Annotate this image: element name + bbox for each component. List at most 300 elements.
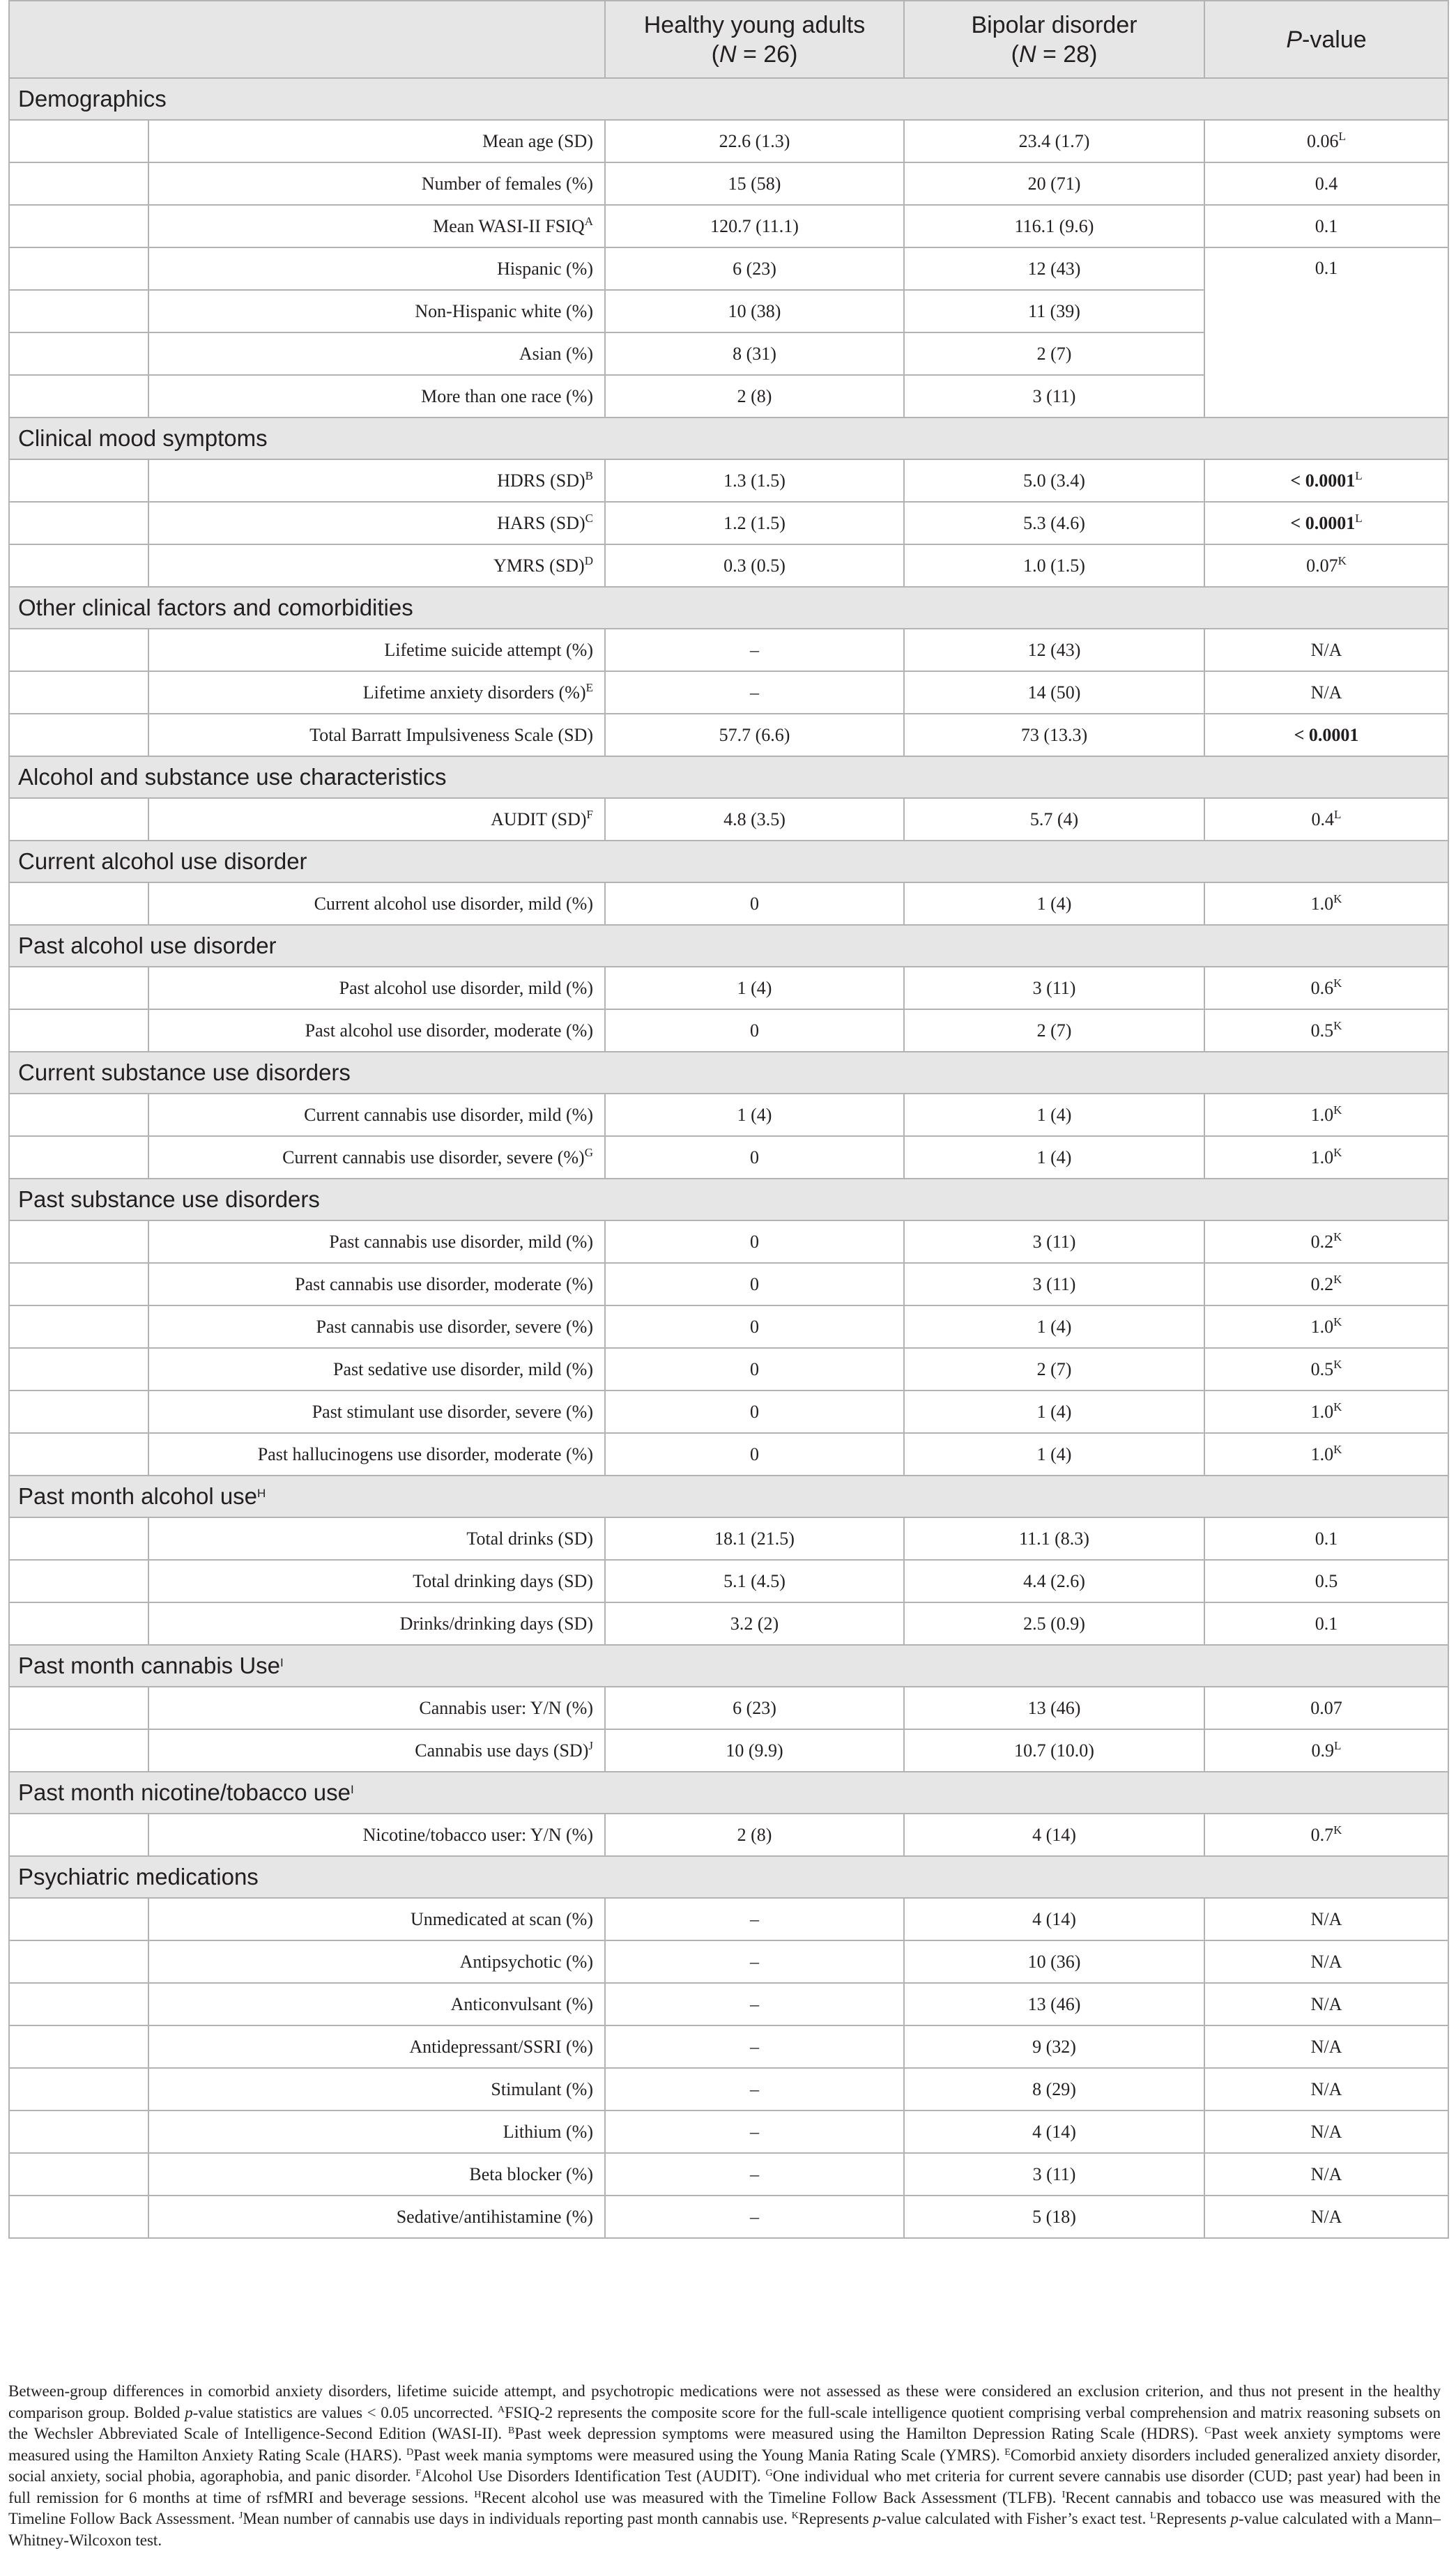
row-label-text: Current cannabis use disorder, mild (%) (304, 1104, 593, 1125)
section-title-text: Clinical mood symptoms (18, 425, 268, 451)
section-title-text: Current alcohol use disorder (18, 848, 307, 874)
p-value-text: 0.5 (1310, 1358, 1334, 1379)
p-value-text: N/A (1310, 2078, 1342, 2099)
bipolar-value: 1 (4) (904, 1136, 1204, 1179)
row-label-text: Past alcohol use disorder, mild (%) (339, 977, 593, 998)
p-value-text: N/A (1310, 1951, 1342, 1972)
row-label (148, 1940, 605, 1983)
row-label (148, 1136, 605, 1179)
p-value-test-marker: K (1333, 1442, 1342, 1456)
healthy-value: 4.8 (3.5) (605, 798, 904, 841)
healthy-value: 1 (4) (605, 967, 904, 1009)
row-label (148, 2110, 605, 2153)
indent-cell (9, 2196, 148, 2238)
section-title (9, 587, 1448, 629)
p-value-text: 0.2 (1310, 1231, 1334, 1252)
table-row (9, 247, 1448, 290)
table-row (9, 882, 1448, 925)
row-label-text: Stimulant (%) (491, 2078, 593, 2099)
row-label (148, 671, 605, 714)
footnote-marker: K (791, 2511, 799, 2521)
row-label (148, 162, 605, 205)
section-title (9, 78, 1448, 120)
p-value (1204, 1009, 1448, 1052)
row-label-text: Total Barratt Impulsiveness Scale (SD) (309, 724, 593, 745)
p-value (1204, 1433, 1448, 1476)
section-title (9, 1772, 1448, 1814)
healthy-value: – (605, 1983, 904, 2025)
indent-cell (9, 2153, 148, 2196)
bipolar-value: 3 (11) (904, 967, 1204, 1009)
section-header-row (9, 1856, 1448, 1898)
indent-cell (9, 1729, 148, 1772)
row-label (148, 544, 605, 587)
p-value-text: N/A (1310, 1908, 1342, 1929)
section-title-footnote-marker: I (350, 1783, 354, 1796)
indent-cell (9, 1009, 148, 1052)
table-row (9, 459, 1448, 502)
p-value-text: < 0.0001 (1290, 512, 1356, 533)
section-header-row (9, 1645, 1448, 1687)
p-value-test-marker: K (1333, 891, 1342, 905)
healthy-value: 0 (605, 1348, 904, 1391)
row-label-text: Lifetime anxiety disorders (%) (362, 682, 586, 703)
bipolar-value: 73 (13.3) (904, 714, 1204, 756)
table-row (9, 544, 1448, 587)
row-label (148, 2153, 605, 2196)
section-title-text: Past substance use disorders (18, 1186, 320, 1212)
healthy-value: 1.3 (1.5) (605, 459, 904, 502)
indent-cell (9, 332, 148, 375)
indent-cell (9, 1433, 148, 1476)
indent-cell (9, 1983, 148, 2025)
row-label-text: Total drinks (SD) (466, 1528, 593, 1549)
table-row (9, 1263, 1448, 1305)
table-row (9, 714, 1448, 756)
section-title (9, 841, 1448, 882)
healthy-value: 10 (9.9) (605, 1729, 904, 1772)
section-header-row (9, 1052, 1448, 1094)
section-title (9, 1476, 1448, 1517)
row-label-text: AUDIT (SD) (491, 809, 587, 829)
bipolar-value: 9 (32) (904, 2025, 1204, 2068)
footnote-marker: F (415, 2468, 422, 2479)
row-label (148, 332, 605, 375)
bipolar-value: 12 (43) (904, 247, 1204, 290)
indent-cell (9, 1602, 148, 1645)
footnote-marker: I (1062, 2489, 1066, 2500)
footnote-text: Between-group differences in comorbid anxiety disorders, lifetime suicide attempt, and psychotropic medications were not assessed as these were considered an exclusion criterion, and thus not present in the healthy comparison group. Bolded (8, 2382, 1441, 2421)
row-label (148, 1263, 605, 1305)
footnote-text: Mean number of cannabis use days in individuals reporting past month cannabis use. (243, 2510, 792, 2527)
footnote-text: Comorbid anxiety disorders included generalized anxiety disorder, social anxiety, social phobia, agoraphobia, and panic disorder. (8, 2446, 1441, 2485)
indent-cell (9, 290, 148, 332)
healthy-value: 0 (605, 1136, 904, 1179)
section-title (9, 1645, 1448, 1687)
row-label (148, 1305, 605, 1348)
row-label-text: Number of females (%) (421, 173, 593, 194)
footnote-text: -value calculated with a Mann–Whitney-Wilcoxon test. (8, 2510, 1441, 2549)
header-blank-cell (9, 1, 605, 78)
row-label-text: Past alcohol use disorder, moderate (%) (305, 1020, 593, 1041)
healthy-value: 8 (31) (605, 332, 904, 375)
healthy-value: 2 (8) (605, 1814, 904, 1856)
indent-cell (9, 544, 148, 587)
indent-cell (9, 502, 148, 544)
footnote-text: Alcohol Use Disorders Identification Test (AUDIT). (421, 2467, 766, 2485)
section-header-row (9, 1179, 1448, 1220)
row-label (148, 459, 605, 502)
indent-cell (9, 375, 148, 417)
indent-cell (9, 2025, 148, 2068)
row-label (148, 2025, 605, 2068)
indent-cell (9, 714, 148, 756)
p-value (1204, 1094, 1448, 1136)
p-value-text: 1.0 (1310, 1443, 1334, 1464)
table-row (9, 1687, 1448, 1729)
table-row (9, 2196, 1448, 2238)
footnote-marker: E (1004, 2446, 1011, 2458)
p-value-text: N/A (1310, 2121, 1342, 2142)
row-label-text: Cannabis user: Y/N (%) (419, 1697, 593, 1718)
bipolar-value: 14 (50) (904, 671, 1204, 714)
p-value-text: 0.06 (1307, 130, 1339, 151)
footnote-text: Past week mania symptoms were measured using the Young Mania Rating Scale (YMRS). (413, 2446, 1005, 2464)
bipolar-value: 5 (18) (904, 2196, 1204, 2238)
table-row (9, 2025, 1448, 2068)
footnote-text: p (873, 2510, 882, 2527)
bipolar-value: 1 (4) (904, 1094, 1204, 1136)
indent-cell (9, 1940, 148, 1983)
row-label (148, 120, 605, 162)
section-header-row (9, 1476, 1448, 1517)
row-label-text: Drinks/drinking days (SD) (399, 1613, 593, 1634)
p-value (1204, 1391, 1448, 1433)
p-value (1204, 205, 1448, 247)
indent-cell (9, 671, 148, 714)
table-row (9, 502, 1448, 544)
row-label-text: Sedative/antihistamine (%) (396, 2206, 593, 2227)
p-value (1204, 247, 1448, 417)
bipolar-value: 20 (71) (904, 162, 1204, 205)
indent-cell (9, 1687, 148, 1729)
bipolar-value: 10.7 (10.0) (904, 1729, 1204, 1772)
row-label-text: YMRS (SD) (493, 555, 585, 576)
p-value-text: 1.0 (1310, 893, 1334, 914)
bipolar-value: 5.3 (4.6) (904, 502, 1204, 544)
header-bipolar-n: (N = 28) (1011, 40, 1098, 68)
table-row (9, 1898, 1448, 1940)
healthy-value: – (605, 2068, 904, 2110)
row-label (148, 1729, 605, 1772)
bipolar-value: 116.1 (9.6) (904, 205, 1204, 247)
p-value-text: 0.9 (1311, 1740, 1335, 1761)
table-row (9, 1009, 1448, 1052)
p-value (1204, 2068, 1448, 2110)
p-value-text: 0.1 (1315, 258, 1338, 278)
p-value-test-marker: K (1333, 976, 1342, 990)
healthy-value: 3.2 (2) (605, 1602, 904, 1645)
table-row (9, 798, 1448, 841)
footnote-marker: J (238, 2511, 243, 2521)
p-value-test-marker: K (1333, 1400, 1342, 1414)
section-title-footnote-marker: I (280, 1656, 284, 1669)
p-value-text: 1.0 (1310, 1104, 1334, 1125)
section-header-row (9, 925, 1448, 967)
p-value-test-marker: L (1334, 807, 1342, 821)
bipolar-value: 2 (7) (904, 1348, 1204, 1391)
section-title (9, 756, 1448, 798)
table-row (9, 1433, 1448, 1476)
p-value-text: 0.5 (1315, 1570, 1338, 1591)
healthy-value: 5.1 (4.5) (605, 1560, 904, 1602)
row-label-footnote-marker: E (585, 680, 593, 694)
row-label-text: Mean age (SD) (482, 130, 593, 151)
indent-cell (9, 247, 148, 290)
bipolar-value: 2 (7) (904, 1009, 1204, 1052)
row-label (148, 1094, 605, 1136)
row-label-text: Antipsychotic (%) (459, 1951, 593, 1972)
row-label-text: HARS (SD) (497, 512, 585, 533)
table-row (9, 120, 1448, 162)
row-label-footnote-marker: C (585, 511, 593, 525)
table-header-row (9, 1, 1448, 78)
section-title-text: Past month alcohol use (18, 1483, 258, 1509)
p-value-text: 0.1 (1315, 1613, 1338, 1634)
table-row (9, 967, 1448, 1009)
p-value-text: N/A (1310, 2206, 1342, 2227)
row-label-text: Past cannabis use disorder, mild (%) (329, 1231, 593, 1252)
row-label-text: Past hallucinogens use disorder, moderate (%) (257, 1443, 593, 1464)
section-title-footnote-marker: H (257, 1487, 266, 1500)
p-value-text: 0.5 (1310, 1020, 1334, 1041)
indent-cell (9, 459, 148, 502)
footnote-text: -value calculated with Fisher’s exact test. (881, 2510, 1151, 2527)
healthy-value: 0 (605, 1305, 904, 1348)
bipolar-value: 12 (43) (904, 629, 1204, 671)
header-p-rest: -value (1302, 26, 1367, 53)
row-label-text: Current alcohol use disorder, mild (%) (314, 893, 593, 914)
footnote-marker: G (765, 2468, 773, 2479)
header-p-italic: P (1286, 26, 1303, 53)
healthy-value: 0 (605, 1391, 904, 1433)
header-healthy (605, 1, 904, 78)
row-label-text: Anticonvulsant (%) (450, 1993, 593, 2014)
row-label-text: Asian (%) (519, 343, 593, 364)
table-container (8, 0, 1448, 2239)
row-label (148, 1687, 605, 1729)
bipolar-value: 13 (46) (904, 1687, 1204, 1729)
row-label (148, 375, 605, 417)
indent-cell (9, 2110, 148, 2153)
row-label (148, 1517, 605, 1560)
row-label (148, 502, 605, 544)
indent-cell (9, 1517, 148, 1560)
row-label-text: Beta blocker (%) (469, 2163, 593, 2184)
table-row (9, 1220, 1448, 1263)
p-value (1204, 459, 1448, 502)
section-title-text: Demographics (18, 86, 167, 112)
section-title-text: Past month nicotine/tobacco use (18, 1779, 351, 1805)
bipolar-value: 8 (29) (904, 2068, 1204, 2110)
p-value (1204, 1940, 1448, 1983)
footnote-text: Recent alcohol use was measured with the Timeline Follow Back Assessment (TLFB). (481, 2488, 1062, 2506)
row-label-text: Past stimulant use disorder, severe (%) (312, 1401, 593, 1422)
footnote-text: FSIQ-2 represents the composite score for the full-scale intelligence quotient comprising verbal comprehension and matrix reasoning subsets on the Wechsler Abbreviated Scale of Intelligence-Second Edition (WASI-II). (8, 2403, 1441, 2442)
row-label (148, 205, 605, 247)
healthy-value: 18.1 (21.5) (605, 1517, 904, 1560)
indent-cell (9, 205, 148, 247)
p-value-text: N/A (1310, 682, 1342, 703)
row-label-text: Mean WASI-II FSIQ (433, 215, 585, 236)
p-value-test-marker: K (1333, 1357, 1342, 1371)
p-value-text: 0.07 (1306, 555, 1338, 576)
healthy-value: 0.3 (0.5) (605, 544, 904, 587)
p-value (1204, 1687, 1448, 1729)
bipolar-value: 3 (11) (904, 1220, 1204, 1263)
section-header-row (9, 756, 1448, 798)
row-label-text: Non-Hispanic white (%) (415, 300, 593, 321)
p-value-test-marker: K (1333, 1229, 1342, 1243)
footnote-marker: B (508, 2426, 515, 2436)
bipolar-value: 3 (11) (904, 2153, 1204, 2196)
row-label-text: Cannabis use days (SD) (415, 1740, 589, 1761)
p-value (1204, 162, 1448, 205)
p-value (1204, 2025, 1448, 2068)
p-value-test-marker: K (1333, 1103, 1342, 1117)
p-value (1204, 1220, 1448, 1263)
footnote-text: p (1230, 2510, 1239, 2527)
row-label-footnote-marker: A (584, 214, 593, 228)
p-value-test-marker: K (1333, 1145, 1342, 1159)
healthy-value: 57.7 (6.6) (605, 714, 904, 756)
table-row (9, 162, 1448, 205)
indent-cell (9, 2068, 148, 2110)
table-row (9, 1602, 1448, 1645)
p-value (1204, 1602, 1448, 1645)
section-title-text: Other clinical factors and comorbidities (18, 595, 413, 620)
p-value-test-marker: L (1355, 511, 1363, 525)
table-row (9, 1517, 1448, 1560)
p-value (1204, 120, 1448, 162)
indent-cell (9, 1814, 148, 1856)
footnote-text: -value statistics are values < 0.05 uncorrected. (192, 2403, 498, 2421)
bipolar-value: 4 (14) (904, 1814, 1204, 1856)
section-header-row (9, 587, 1448, 629)
bipolar-value: 4.4 (2.6) (904, 1560, 1204, 1602)
healthy-value: 10 (38) (605, 290, 904, 332)
table-row (9, 1814, 1448, 1856)
p-value-text: N/A (1310, 2163, 1342, 2184)
bipolar-value: 3 (11) (904, 1263, 1204, 1305)
table-row (9, 1983, 1448, 2025)
row-label-text: Unmedicated at scan (%) (410, 1908, 593, 1929)
bipolar-value: 2.5 (0.9) (904, 1602, 1204, 1645)
row-label (148, 629, 605, 671)
row-label (148, 2196, 605, 2238)
indent-cell (9, 1348, 148, 1391)
bipolar-value: 4 (14) (904, 2110, 1204, 2153)
footnote-text: Past week depression symptoms were measured using the Hamilton Depression Rating Scale (HDRS). (514, 2425, 1205, 2442)
p-value (1204, 1305, 1448, 1348)
footnote-text: p (185, 2403, 193, 2421)
p-value-test-marker: K (1333, 1018, 1342, 1032)
footnote-marker: L (1150, 2511, 1156, 2521)
p-value-test-marker: L (1338, 129, 1346, 143)
section-title (9, 1179, 1448, 1220)
p-value (1204, 1517, 1448, 1560)
healthy-value: 120.7 (11.1) (605, 205, 904, 247)
healthy-value: 1 (4) (605, 1094, 904, 1136)
p-value-text: 1.0 (1310, 1147, 1334, 1167)
table-row (9, 1094, 1448, 1136)
row-label-text: Hispanic (%) (497, 258, 593, 279)
table-row (9, 671, 1448, 714)
row-label (148, 1433, 605, 1476)
p-value (1204, 798, 1448, 841)
section-title-text: Psychiatric medications (18, 1864, 259, 1890)
healthy-value: 0 (605, 1009, 904, 1052)
healthy-value: – (605, 2025, 904, 2068)
p-value-test-marker: L (1334, 1738, 1342, 1752)
row-label (148, 1983, 605, 2025)
table-row (9, 1729, 1448, 1772)
healthy-value: – (605, 1940, 904, 1983)
p-value-text: 0.07 (1310, 1697, 1342, 1718)
section-header-row (9, 841, 1448, 882)
p-value-text: 1.0 (1310, 1316, 1334, 1337)
row-label (148, 290, 605, 332)
section-header-row (9, 1772, 1448, 1814)
section-title (9, 925, 1448, 967)
indent-cell (9, 1391, 148, 1433)
p-value-text: 0.4 (1315, 173, 1338, 194)
healthy-value: 15 (58) (605, 162, 904, 205)
row-label (148, 2068, 605, 2110)
bipolar-value: 10 (36) (904, 1940, 1204, 1983)
p-value (1204, 1898, 1448, 1940)
p-value (1204, 671, 1448, 714)
row-label (148, 1348, 605, 1391)
table-footnotes (8, 2381, 1441, 2551)
table-row (9, 1391, 1448, 1433)
p-value (1204, 2196, 1448, 2238)
p-value (1204, 1983, 1448, 2025)
row-label-footnote-marker: J (588, 1738, 593, 1752)
row-label-footnote-marker: D (584, 553, 593, 567)
p-value (1204, 502, 1448, 544)
bipolar-value: 3 (11) (904, 375, 1204, 417)
healthy-value: – (605, 2153, 904, 2196)
p-value-text: 0.4 (1311, 809, 1335, 829)
p-value (1204, 1729, 1448, 1772)
row-label (148, 247, 605, 290)
p-value-test-marker: K (1333, 1823, 1342, 1837)
row-label-text: Past cannabis use disorder, moderate (%) (295, 1273, 593, 1294)
table-row (9, 1136, 1448, 1179)
indent-cell (9, 1305, 148, 1348)
row-label (148, 1898, 605, 1940)
p-value (1204, 2110, 1448, 2153)
p-value-text: 0.6 (1310, 977, 1334, 998)
bipolar-value: 2 (7) (904, 332, 1204, 375)
p-value-text: N/A (1310, 2036, 1342, 2057)
p-value-text: N/A (1310, 639, 1342, 660)
row-label-text: Antidepressant/SSRI (%) (409, 2036, 593, 2057)
p-value-text: 0.7 (1310, 1824, 1334, 1845)
row-label (148, 1560, 605, 1602)
footnote-marker: A (498, 2404, 505, 2415)
